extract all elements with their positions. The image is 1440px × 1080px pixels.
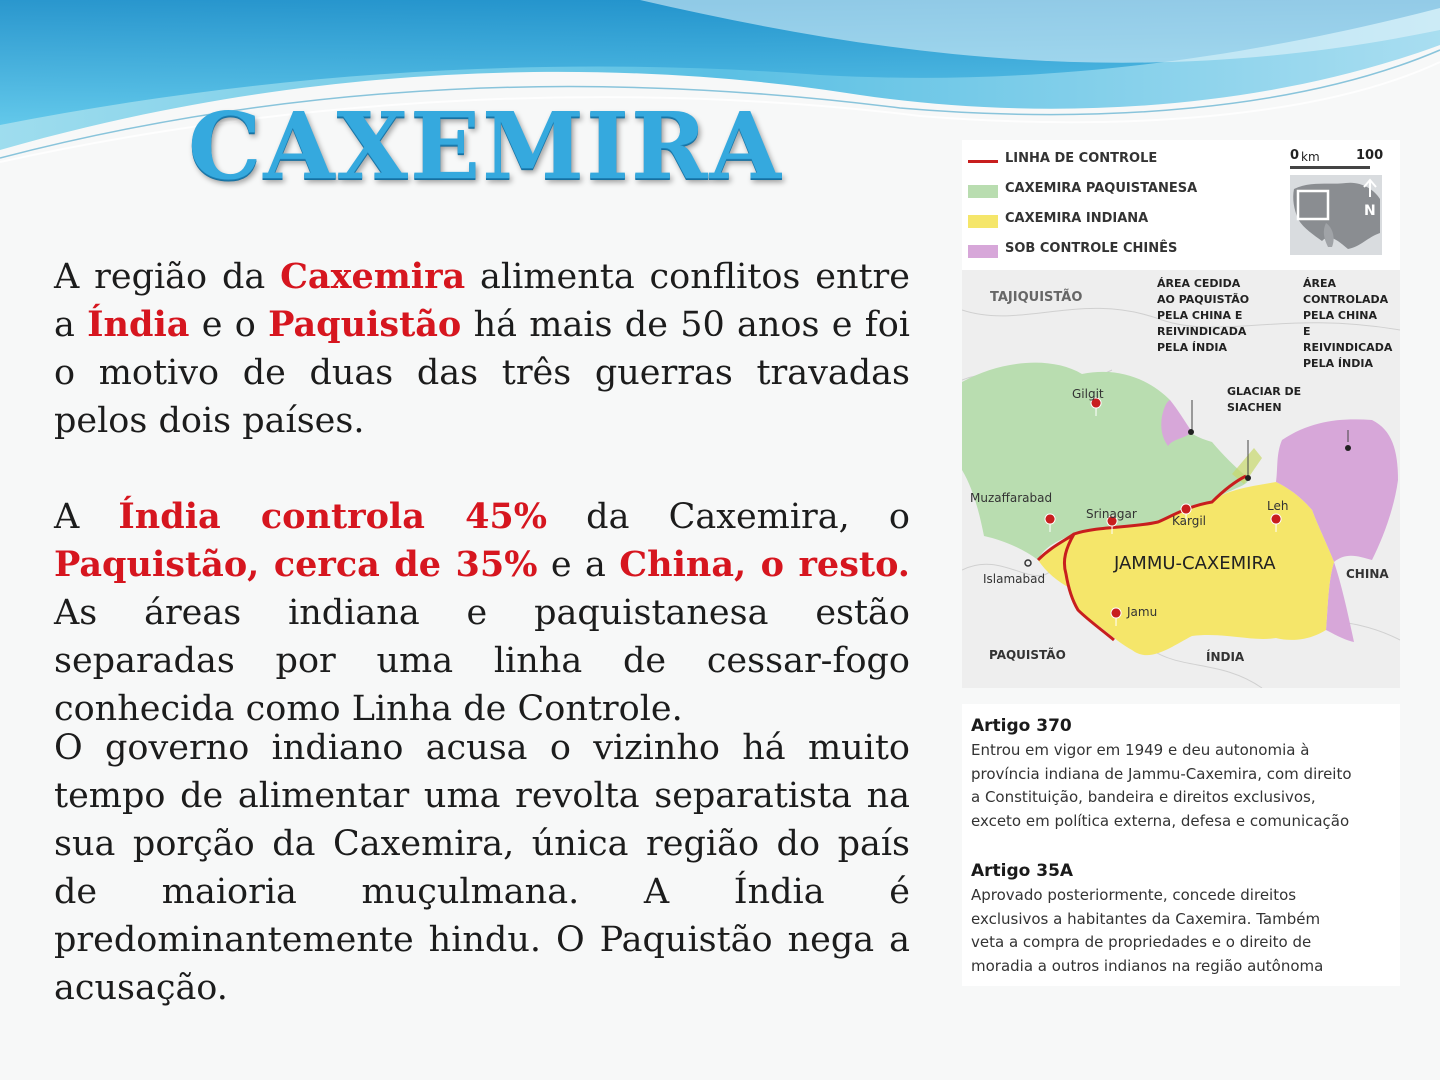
p1-seg-2: alimenta conflitos entre a bbox=[54, 257, 910, 345]
p1-seg-1: Caxemira bbox=[280, 256, 466, 297]
label-india: ÍNDIA bbox=[1206, 650, 1245, 664]
label-pakistan: PAQUISTÃO bbox=[989, 648, 1066, 662]
scale-unit: km bbox=[1301, 150, 1320, 164]
chinese-control-swatch bbox=[968, 245, 998, 258]
p1-seg-0: A região da bbox=[54, 257, 281, 297]
article-370-body: Entrou em vigor em 1949 e deu autonomia à província indiana de Jammu-Caxemira, com direito a Constituição, bandeira e direitos exclusivos, exceto em política externa, defesa e comunicação bbox=[971, 741, 1352, 830]
accusation-paragraph bbox=[54, 724, 910, 1012]
control-share-paragraph bbox=[54, 493, 910, 733]
label-tajikistan: TAJIQUISTÃO bbox=[990, 290, 1083, 305]
pakistani-kashmir-swatch bbox=[968, 185, 998, 198]
p2-seg-5: China, o resto. bbox=[619, 544, 910, 585]
intro-paragraph bbox=[54, 253, 910, 445]
p1-seg-3: Índia bbox=[87, 304, 190, 345]
label-leh: Leh bbox=[1267, 499, 1289, 513]
p1-seg-6: há mais de 50 anos e foi o motivo de duas das três guerras travadas pelos dois países. bbox=[54, 305, 910, 441]
label-islamabad: Islamabad bbox=[983, 572, 1046, 586]
label-muzaffarabad: Muzaffarabad bbox=[970, 491, 1053, 505]
article-370-title: Artigo 370 bbox=[971, 716, 1072, 736]
page-title: CAXEMIRA bbox=[188, 92, 783, 200]
label-jamu: Jamu bbox=[1127, 605, 1158, 619]
p2-seg-6: As áreas indiana e paquistanesa estão separadas por uma linha de cessar-fogo conhecida como Linha de Controle. bbox=[54, 593, 910, 729]
p2-seg-4: e a bbox=[537, 545, 620, 585]
label-siachen-glacier: GLACIAR DE SIACHEN bbox=[1227, 385, 1302, 414]
north-indicator: N bbox=[1364, 203, 1376, 219]
label-gilgit: Gilgit bbox=[1072, 387, 1104, 401]
articles-box bbox=[962, 704, 1400, 986]
legend-label: SOB CONTROLE CHINÊS bbox=[1005, 241, 1178, 256]
line-of-control-swatch bbox=[968, 160, 998, 163]
p3-seg-0: O governo indiano acusa o vizinho há muito tempo de alimentar uma revolta separatista na sua porção da Caxemira, única região do país de maioria muçulmana. A Índia é predominantemente hindu. O Paquistão nega a acusação. bbox=[54, 728, 910, 1008]
legend-label: LINHA DE CONTROLE bbox=[1005, 151, 1158, 166]
indian-kashmir-swatch bbox=[968, 215, 998, 228]
label-jammu-kashmir: JAMMU-CAXEMIRA bbox=[1114, 553, 1276, 574]
scale-max: 100 bbox=[1356, 148, 1384, 163]
p2-seg-3: Paquistão, cerca de 35% bbox=[54, 544, 538, 585]
p1-seg-5: Paquistão bbox=[268, 304, 462, 345]
scale-zero: 0 bbox=[1290, 148, 1300, 163]
label-area-ceded: ÁREA CEDIDA AO PAQUISTÃO PELA CHINA E REIVINDICADA PELA ÍNDIA bbox=[1157, 277, 1250, 354]
kashmir-map bbox=[962, 140, 1400, 688]
p2-seg-2: da Caxemira, o bbox=[547, 497, 910, 537]
legend-label: CAXEMIRA PAQUISTANESA bbox=[1005, 181, 1198, 196]
article-35a-body: Aprovado posteriormente, concede direitos exclusivos a habitantes da Caxemira. Também veta a compra de propriedades e o direito de moradia a outros indianos na região autônoma bbox=[971, 886, 1324, 975]
locator-inset-map bbox=[1290, 175, 1382, 255]
label-area-china-controlled: ÁREA CONTROLADA PELA CHINA E REIVINDICADA PELA ÍNDIA bbox=[1303, 277, 1393, 370]
p2-seg-1: Índia controla 45% bbox=[118, 496, 548, 537]
p2-seg-0: A bbox=[54, 497, 119, 537]
p1-seg-4: e o bbox=[189, 305, 269, 345]
article-35a-title: Artigo 35A bbox=[971, 861, 1074, 881]
label-china: CHINA bbox=[1346, 567, 1389, 581]
label-srinagar: Srinagar bbox=[1086, 507, 1137, 521]
legend-label: CAXEMIRA INDIANA bbox=[1005, 211, 1149, 226]
label-kargil: Kargil bbox=[1172, 514, 1207, 528]
scale-bar bbox=[1290, 166, 1370, 169]
